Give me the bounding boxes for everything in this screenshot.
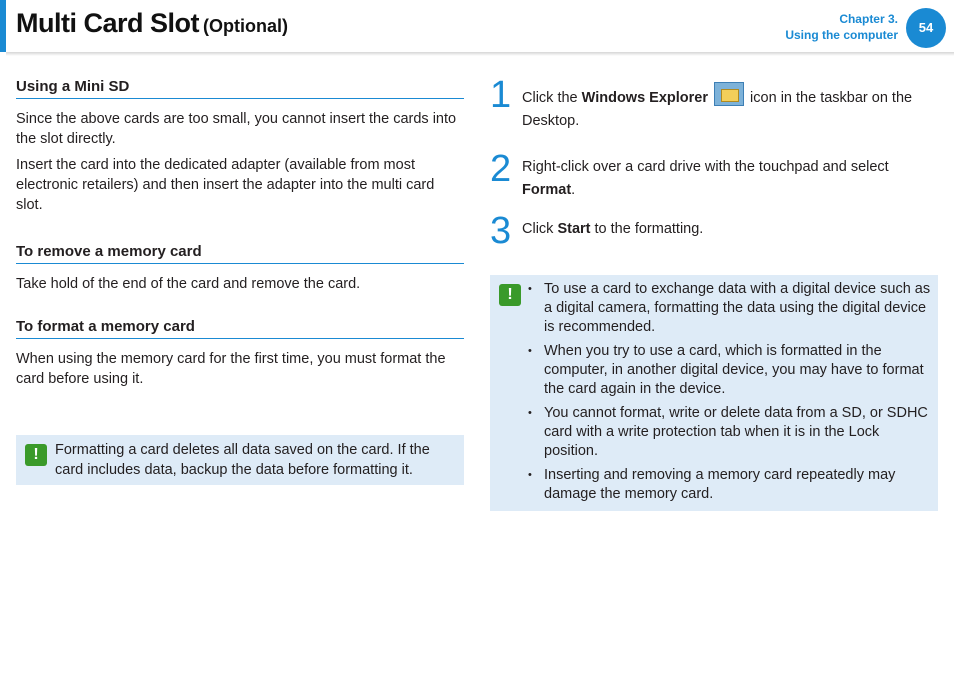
exclamation-icon: ! (25, 444, 47, 466)
chapter-title: Using the computer (785, 28, 898, 42)
header-divider (6, 52, 954, 56)
card-usage-note (490, 275, 938, 511)
step-text-post: to the formatting. (590, 221, 704, 237)
format-card-heading: To format a memory card (16, 318, 464, 339)
step-text (522, 82, 938, 133)
step-3 (490, 210, 938, 252)
step-number: 1 (490, 74, 512, 116)
header-accent-bar (0, 0, 6, 52)
note-bullet: • To use a card to exchange data with a digital device such as a digital camera, formatting the data using the digital device is recommended. (528, 280, 932, 337)
step-bold: Format (522, 182, 572, 198)
left-column (16, 78, 464, 389)
chapter-number: Chapter 3. (839, 12, 898, 26)
note-bullet: • When you try to use a card, which is formatted in the computer, in another digital device, you may have to format the card again in the device. (528, 342, 932, 399)
step-text (522, 156, 938, 202)
step-bold: Windows Explorer (581, 90, 708, 106)
mini-sd-paragraph-2: Insert the card into the dedicated adapter (available from most electronic retailers) and then insert the adapter into the multi card slot. (16, 157, 435, 213)
step-text-pre: Right-click over a card drive with the touchpad and select (522, 159, 889, 175)
step-text-pre: Click the (522, 90, 582, 106)
page-number-badge: 54 (906, 8, 946, 48)
step-text-post: icon in the taskbar on the Desktop. (522, 90, 913, 129)
step-2 (490, 148, 938, 202)
format-warning-text: Formatting a card deletes all data saved on the card. If the card includes data, backup the data before formatting it. (55, 442, 430, 478)
note-bullet-list (528, 280, 932, 509)
page-title-main: Multi Card Slot (16, 8, 199, 38)
mini-sd-heading: Using a Mini SD (16, 78, 464, 99)
step-number: 2 (490, 148, 512, 190)
exclamation-icon: ! (499, 284, 521, 306)
step-number: 3 (490, 210, 512, 252)
step-text (522, 218, 938, 241)
remove-card-heading: To remove a memory card (16, 243, 464, 264)
remove-card-paragraph: Take hold of the end of the card and remove the card. (16, 276, 361, 292)
note-bullet: • Inserting and removing a memory card repeatedly may damage the memory card. (528, 466, 932, 504)
step-text-post: . (571, 182, 576, 198)
format-card-paragraph: When using the memory card for the first time, you must format the card before using it. (16, 351, 446, 387)
step-1 (490, 74, 938, 133)
chapter-label (785, 11, 898, 43)
step-bold: Start (557, 221, 591, 237)
page-title-optional: (Optional) (203, 16, 288, 36)
note-bullet: • You cannot format, write or delete data from a SD, or SDHC card with a write protection tab when it is in the Lock position. (528, 404, 932, 461)
format-warning-note (16, 435, 464, 485)
mini-sd-paragraph-1: Since the above cards are too small, you cannot insert the cards into the slot directly. (16, 111, 457, 147)
windows-explorer-icon (714, 82, 744, 106)
page-title (16, 8, 288, 39)
step-text-pre: Click (522, 221, 558, 237)
